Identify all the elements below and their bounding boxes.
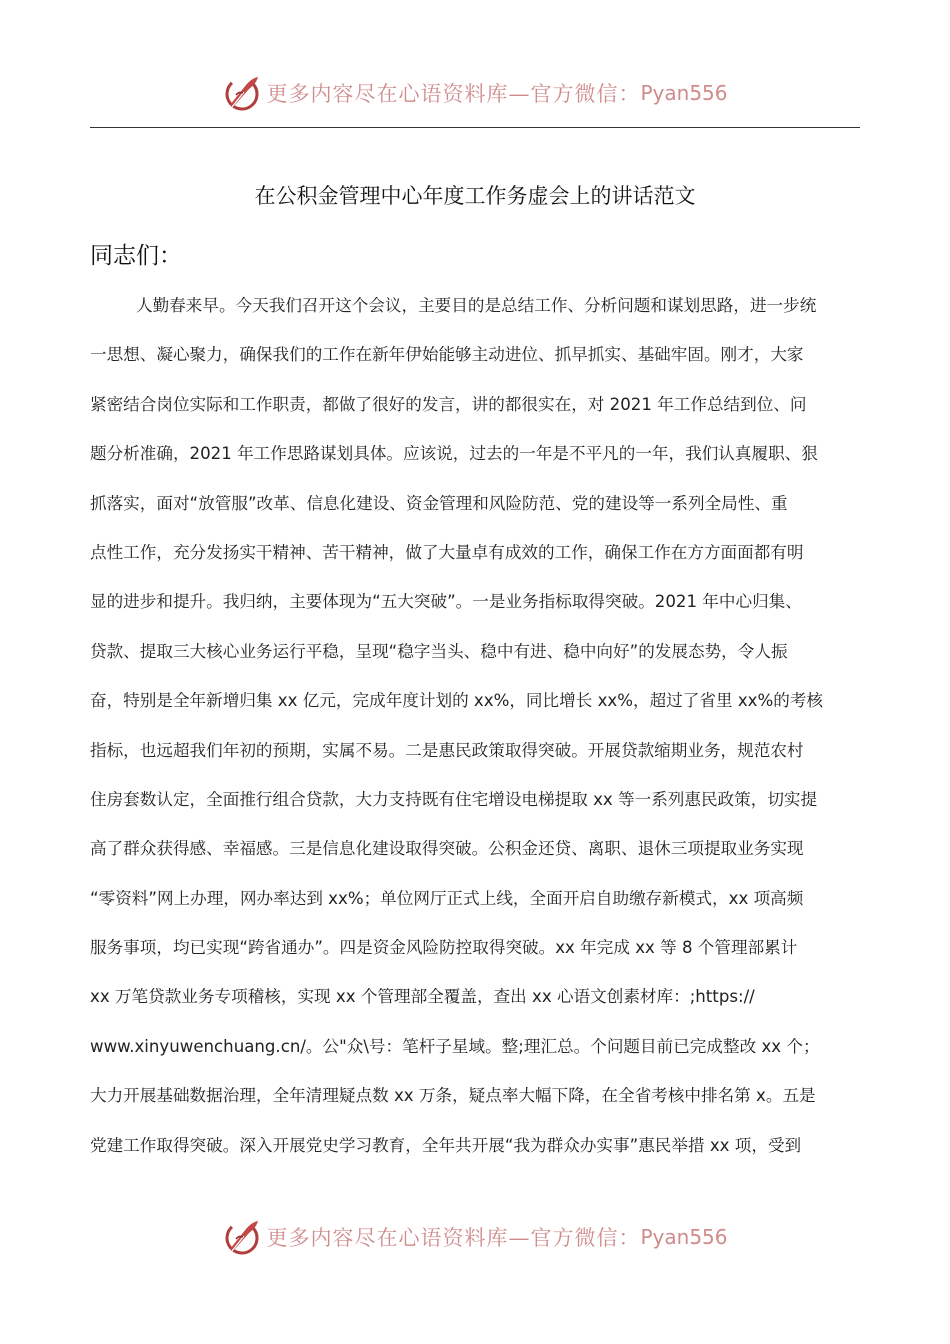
salutation: 同志们： bbox=[90, 243, 182, 269]
body-line: 抓落实，面对“放管服”改革、信息化建设、资金管理和风险防范、党的建设等一系列全局性、重 bbox=[90, 493, 788, 513]
body-line: 显的进步和提升。我归纳，主要体现为“五大突破”。一是业务指标取得突破。2021 年中心归集、 bbox=[90, 592, 802, 612]
header-wechat-id: Pyan556 bbox=[640, 81, 728, 105]
body-line: 大力开展基础数据治理，全年清理疑点数 xx 万条，疑点率大幅下降，在全省考核中排名第 x。五是 bbox=[90, 1086, 816, 1106]
header-brand-text: 更多内容尽在心语资料库—官方微信： bbox=[266, 82, 641, 106]
body-line: 人勤春来早。今天我们召开这个会议，主要目的是总结工作、分析问题和谋划思路，进一步统 bbox=[136, 296, 817, 315]
body-line: 题分析准确，2021 年工作思路谋划具体。应该说，过去的一年是不平凡的一年，我们认真履职、狠 bbox=[90, 444, 818, 464]
body-line: 一思想、凝心聚力，确保我们的工作在新年伊始能够主动进位、抓早抓实、基础牢固。刚才，大家 bbox=[90, 345, 804, 365]
body-line: 奋，特别是全年新增归集 xx 亿元，完成年度计划的 xx%，同比增长 xx%，超过了省里 xx%的考核 bbox=[90, 691, 824, 711]
body-line: “零资料”网上办理，网办率达到 xx%；单位网厅正式上线，全面开启自助缴存新模式，xx 项高频 bbox=[90, 888, 804, 908]
document-title: 在公积金管理中心年度工作务虚会上的讲话范文 bbox=[254, 184, 696, 208]
body-paragraph bbox=[90, 286, 860, 1175]
body-line: 点性工作，充分发扬实干精神、苦干精神，做了大量卓有成效的工作，确保工作在方方面面都有明 bbox=[90, 542, 804, 562]
footer-watermark bbox=[0, 1212, 950, 1262]
body-line: 贷款、提取三大核心业务运行平稳，呈现“稳字当头、稳中有进、稳中向好”的发展态势，令人振 bbox=[90, 641, 788, 661]
quill-pen-logo-icon bbox=[222, 73, 262, 113]
header-divider bbox=[90, 127, 860, 128]
body-line: 住房套数认定，全面推行组合贷款，大力支持既有住宅增设电梯提取 xx 等一系列惠民政策，切实提 bbox=[90, 789, 818, 809]
header-watermark bbox=[0, 68, 950, 118]
body-line: 指标，也远超我们年初的预期，实属不易。二是惠民政策取得突破。开展贷款缩期业务，规范农村 bbox=[90, 740, 804, 760]
body-line: 党建工作取得突破。深入开展党史学习教育，全年共开展“我为群众办实事”惠民举措 xx 项，受到 bbox=[90, 1135, 802, 1155]
quill-pen-logo-icon bbox=[222, 1217, 262, 1257]
body-line: 紧密结合岗位实际和工作职责，都做了很好的发言，讲的都很实在，对 2021 年工作总结到位、问 bbox=[90, 394, 807, 414]
footer-brand-text: 更多内容尽在心语资料库—官方微信： bbox=[266, 1226, 641, 1250]
body-line: xx 万笔贷款业务专项稽核，实现 xx 个管理部全覆盖，查出 xx 心语文创素材库：;https:// bbox=[90, 987, 755, 1007]
body-line: 高了群众获得感、幸福感。三是信息化建设取得突破。公积金还贷、离职、退休三项提取业务实现 bbox=[90, 839, 804, 859]
body-line: 服务事项，均已实现“跨省通办”。四是资金风险防控取得突破。xx 年完成 xx 等 8 个管理部累计 bbox=[90, 938, 798, 958]
footer-wechat-id: Pyan556 bbox=[640, 1225, 728, 1249]
body-line: www.xinyuwenchuang.cn/。公"众\号：笔杆子星域。整;理汇总。个问题目前已完成整改 xx 个； bbox=[90, 1036, 820, 1056]
